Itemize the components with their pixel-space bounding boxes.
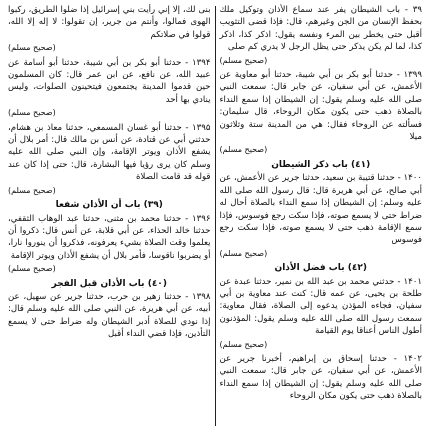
hadith-entry: ۱۳۹۹ - حدثنا أبو بكر بن أبي شيبة، حدثنا أبو معاوية عن الأعمش، عن أبي سفيان، عن جابر قال: سمعت النبي صلى الله عليه وسلم يقول: إن الشيطان إذا سمع النداء بالصلاة ذهب حتى يكون مكان الروحاء، قال سليمان: فسألته عن الروحاء فقال: هي من المدينة ستة وثلاثون ميلا	[219, 70, 422, 143]
chapter-heading: (٤٠) باب الأذان قبل الفجر	[51, 278, 167, 289]
hadith-entry: ۱۴۰۲ - حدثنا إسحاق بن إبراهيم، أخبرنا جرير عن الأعمش، عن أبي سفيان، عن جابر قال: سمعت النبي صلى الله عليه وسلم يقول: إن الشيطان إذا سمع النداء بالصلاة ذهب حتى يكون مكان الروحاء	[219, 353, 422, 402]
hadith-entry: بنى لك، إلا إني رأيت بني إسرائيل إذا ضلوا الطريق، ركبوا الهوى فمالوا، وأنتم من جرير، إن تقولوا: لا إله إلا الله، قولوا في صلاتكم	[8, 5, 211, 40]
hadith-entry: ۱۴۰۱ - حدثني محمد بن عبد الله بن نمير، حدثنا عبدة عن طلحة بن يحيى، عن عمه قال: كنت عند معاوية بن أبي سفيان، فجاءه المؤذن يدعوه إلى الصلاة، فقال معاوية: سمعت رسول الله صلى الله عليه وسلم يقول: المؤذنون أطول الناس أعناقا يوم القيامة	[219, 276, 422, 337]
right-column	[216, 4, 427, 428]
chapter-heading: (٤١) باب ذكر الشيطان	[271, 159, 371, 170]
hadith-entry: ۱۳۹۴ - حدثنا أبو بكر بن أبي شيبة، حدثنا أبو أسامة عن عبيد الله، عن نافع، عن ابن عمر قال: كان المسلمون حين قدموا المدينة يجتمعون فيتحينون الصلوات، وليس ينادي بها أحد	[8, 57, 211, 105]
chapter-heading: (٤٢) باب فضل الأذان	[274, 263, 367, 274]
source-citation: (صحيح مسلم)	[219, 339, 268, 349]
source-citation: (صحيح مسلم)	[8, 43, 56, 53]
hadith-entry: ۱۳۹۸ - حدثنا زهير بن حرب، حدثنا جرير عن سهيل، عن أبيه، عن أبي هريرة، عن النبي صلى الله عليه وسلم قال: إذا نودي للصلاة أدبر الشيطان وله ضراط حتى لا يسمع التأذين، فإذا قضي النداء أقبل	[8, 291, 211, 340]
chapter-heading: (٣٩) باب أن الأذان شفعا	[55, 200, 163, 211]
source-citation: (صحيح مسلم)	[8, 108, 56, 118]
left-column	[4, 4, 215, 428]
source-citation: (صحيح مسلم)	[8, 264, 56, 274]
hadith-entry: ۱۴۰۰ - حدثنا قتيبة بن سعيد، حدثنا جرير عن الأعمش، عن أبي صالح، عن أبي هريرة قال: قال رسول الله صلى الله عليه وسلم: إن الشيطان إذا سمع النداء بالصلاة أحال له ضراط حتى لا يسمع صوته، فإذا سكت رجع فوسوس، فإذا سمع الإقامة ذهب حتى لا يسمع صوته، فإذا سكت رجع فوسوس	[219, 173, 422, 246]
hadith-entry: ۱۳۹۶ - حدثنا محمد بن مثنى، حدثنا عبد الوهاب الثقفي، حدثنا خالد الحذاء، عن أبي قلابة، عن أنس قال: ذكروا أن يعلموا وقت الصلاة بشيء يعرفونه، فذكروا أن ينوروا نارا، أو يضربوا ناقوسا، فأمر بلال أن يشفع الأذان ويوتر الإقامة	[8, 213, 211, 261]
source-citation: (صحيح مسلم)	[8, 185, 56, 195]
hadith-entry: ۱۳۹۵ - حدثنا أبو غسان المسمعي، حدثنا معاذ بن هشام، حدثني أبي عن قتادة، عن أنس بن مالك قال: أمر بلال أن يشفع الأذان ويوتر الإقامة، وإن النبي صلى الله عليه وسلم كان يرى رؤيا فيها البشارة، قال: حتى إذا كان عند قوله قد قامت الصلاة	[8, 122, 211, 183]
source-citation: (صحيح مسلم)	[219, 55, 268, 65]
source-citation: (صحيح مسلم)	[219, 248, 268, 258]
source-citation: (صحيح مسلم)	[219, 145, 268, 155]
hadith-entry: ۳۹ - باب الشيطان يفر عند سماع الأذان وتوكيل ملك بحفظ الإنسان من الجن وغيرهم، قال: فإذا قضى التثويب أقبل حتى يخطر بين المرء ونفسه يقول: اذكر كذا، اذكر كذا، لما لم يكن يذكر حتى يظل الرجل لا يدري كم صلى	[219, 5, 422, 53]
